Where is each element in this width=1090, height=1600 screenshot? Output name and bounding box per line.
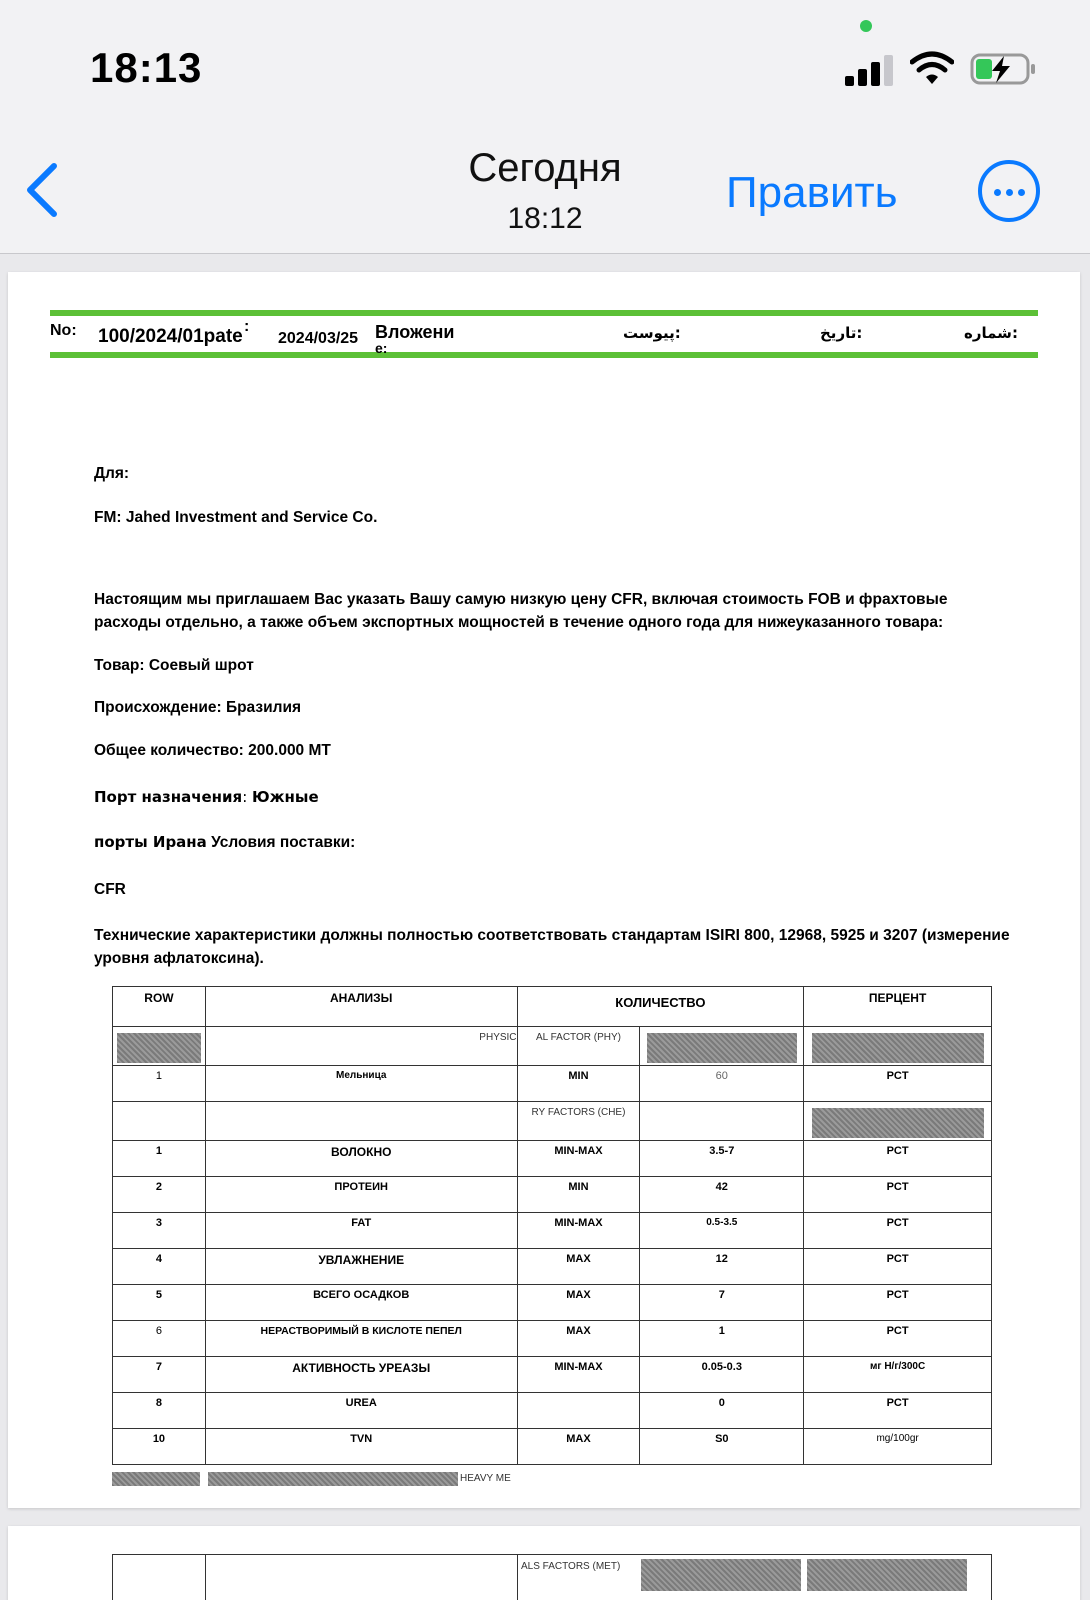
to-label: Для: [94, 465, 130, 482]
cell-unit: PCT [804, 1066, 992, 1102]
navigation-bar [0, 120, 1090, 254]
fa-date-label: تاریخ: [820, 324, 863, 342]
section-heavy-label: HEAVY ME [460, 1473, 511, 1484]
cell-unit: мг H/г/300С [804, 1357, 992, 1393]
battery-charging-icon [970, 52, 1038, 86]
cell-limit: MAX [517, 1429, 640, 1465]
redacted-cell [804, 1027, 992, 1066]
cell-value: 7 [640, 1285, 804, 1321]
cell-row: 8 [113, 1393, 206, 1429]
redacted-cell [205, 1027, 517, 1066]
table-header-row [113, 987, 992, 1027]
fa-number-label: شماره: [964, 324, 1018, 342]
cell-row: 7 [113, 1357, 206, 1393]
empty-cell [640, 1102, 804, 1141]
terms-label: Условия поставки: [206, 834, 356, 851]
cell-analysis: ВОЛОКНО [205, 1141, 517, 1177]
document-viewer[interactable] [0, 254, 1090, 1600]
nav-subtitle-time: 18:12 [507, 202, 583, 235]
quantity-line: Общее количество: 200.000 MT [94, 742, 331, 759]
nav-title: Сегодня [468, 146, 622, 190]
cell-unit: PCT [804, 1213, 992, 1249]
status-time: 18:13 [90, 44, 203, 91]
header-row: ROW [113, 987, 206, 1027]
cell-limit: MAX [517, 1285, 640, 1321]
header-analyses: АНАЛИЗЫ [205, 987, 517, 1027]
table-row [113, 1213, 992, 1249]
header-line-bottom [50, 352, 1038, 358]
cell-analysis: Мельница [205, 1066, 517, 1102]
cell-unit: PCT [804, 1177, 992, 1213]
section-row-heavy [112, 1472, 512, 1486]
section-met-label: ALS FACTORS (MET) [521, 1561, 621, 1572]
cell-limit: MAX [517, 1321, 640, 1357]
cell-value: S0 [640, 1429, 804, 1465]
attachment-label: Вложени [375, 322, 455, 342]
cell-row: 6 [113, 1321, 206, 1357]
table-row [113, 1357, 992, 1393]
cell-analysis: НЕРАСТВОРИМЫЙ В КИСЛОТЕ ПЕПЕЛ [205, 1321, 517, 1357]
table-row [113, 1249, 992, 1285]
cell-row: 3 [113, 1213, 206, 1249]
port-line2: порты Ирана [94, 833, 207, 851]
table-row [113, 1285, 992, 1321]
specification-table [112, 986, 992, 1465]
cell-value: 0 [640, 1393, 804, 1429]
document-page [8, 272, 1080, 1508]
cell-analysis: FAT [205, 1213, 517, 1249]
more-options-icon[interactable] [978, 160, 1040, 222]
cell-value: 0.05-0.3 [640, 1357, 804, 1393]
edit-button[interactable]: Править [726, 168, 898, 217]
cell-limit: MIN [517, 1066, 640, 1102]
intro-paragraph: Настоящим мы приглашаем Вас указать Вашу самую низкую цену CFR, включая стоимость FOB и фрахтовые расходы отдельно, а также объем экспортных мощностей в течение одного года для нижеуказанного товара: [94, 591, 948, 631]
cell-value: 60 [640, 1066, 804, 1102]
section-phy-label: AL FACTOR (PHY) [517, 1027, 640, 1066]
port-line [94, 786, 319, 809]
cell-limit: MIN-MAX [517, 1141, 640, 1177]
attachment-label-end: е: [375, 340, 388, 356]
cell-value: 0.5-3.5 [640, 1213, 804, 1249]
redacted-cell [113, 1027, 206, 1066]
header-percent: ПЕРЦЕНТ [804, 987, 992, 1027]
cell-limit: MAX [517, 1249, 640, 1285]
page2-table [112, 1554, 992, 1600]
cell-limit: MIN-MAX [517, 1357, 640, 1393]
table-row [113, 1141, 992, 1177]
specs-note: Технические характеристики должны полностью соответствовать стандартам ISIRI 800, 12968, 5925 и 3207 (измерение уровня афлатоксина). [94, 927, 1010, 967]
cell-analysis: UREA [205, 1393, 517, 1429]
table-row [113, 1429, 992, 1465]
cell-unit: mg/100gr [804, 1429, 992, 1465]
terms-value: CFR [94, 881, 126, 898]
table-row [113, 1321, 992, 1357]
header-line-top [50, 310, 1038, 316]
cell-analysis: АКТИВНОСТЬ УРЕАЗЫ [205, 1357, 517, 1393]
port-value: Южные [252, 788, 319, 806]
origin-line: Происхождение: Бразилия [94, 699, 302, 716]
back-chevron-icon[interactable] [22, 160, 62, 220]
from-line: FM: Jahed Investment and Service Co. [94, 509, 378, 526]
cell-unit: PCT [804, 1249, 992, 1285]
cell-value: 3.5-7 [640, 1141, 804, 1177]
cell-row: 5 [113, 1285, 206, 1321]
section-row-che [113, 1102, 992, 1141]
document-page-2 [8, 1526, 1080, 1600]
redacted-cell [640, 1027, 804, 1066]
fa-attachment-label: پیوست: [623, 324, 681, 342]
empty-cell [205, 1102, 517, 1141]
cell-unit: PCT [804, 1321, 992, 1357]
table-row [113, 1393, 992, 1429]
redacted-cell [804, 1102, 992, 1141]
cell-unit: PCT [804, 1393, 992, 1429]
status-bar [0, 0, 1090, 120]
cell-limit: MIN-MAX [517, 1213, 640, 1249]
privacy-indicator-dot [860, 20, 872, 32]
table-row [113, 1066, 992, 1102]
doc-date: 2024/03/25 [278, 330, 359, 347]
cell-row: 2 [113, 1177, 206, 1213]
cell-row: 1 [113, 1141, 206, 1177]
no-label: No: [50, 322, 77, 339]
header-quantity: КОЛИЧЕСТВО [517, 987, 804, 1027]
port-separator: : [242, 788, 253, 806]
cell-value: 42 [640, 1177, 804, 1213]
cell-row: 4 [113, 1249, 206, 1285]
cell-analysis: ВСЕГО ОСАДКОВ [205, 1285, 517, 1321]
cell-limit [517, 1393, 640, 1429]
commodity-line: Товар: Соевый шрот [94, 657, 254, 674]
cell-unit: PCT [804, 1141, 992, 1177]
cell-analysis: TVN [205, 1429, 517, 1465]
doc-number-mark: : [244, 318, 250, 335]
cell-limit: MIN [517, 1177, 640, 1213]
section-row-phy [113, 1027, 992, 1066]
cell-value: 12 [640, 1249, 804, 1285]
cell-row: 10 [113, 1429, 206, 1465]
section-che-label: RY FACTORS (CHE) [517, 1102, 640, 1141]
port-label: Порт назначения [94, 788, 243, 806]
cell-analysis: ПРОТЕИН [205, 1177, 517, 1213]
wifi-icon [910, 50, 954, 86]
doc-number: 100/2024/01pate [98, 326, 243, 347]
cellular-signal-icon [845, 54, 893, 86]
port-terms-line [94, 831, 355, 854]
section-phy-left: PHYSIC [479, 1032, 517, 1043]
cell-unit: PCT [804, 1285, 992, 1321]
cell-value: 1 [640, 1321, 804, 1357]
empty-cell [113, 1102, 206, 1141]
cell-analysis: УВЛАЖНЕНИЕ [205, 1249, 517, 1285]
cell-row: 1 [113, 1066, 206, 1102]
table-row [113, 1177, 992, 1213]
